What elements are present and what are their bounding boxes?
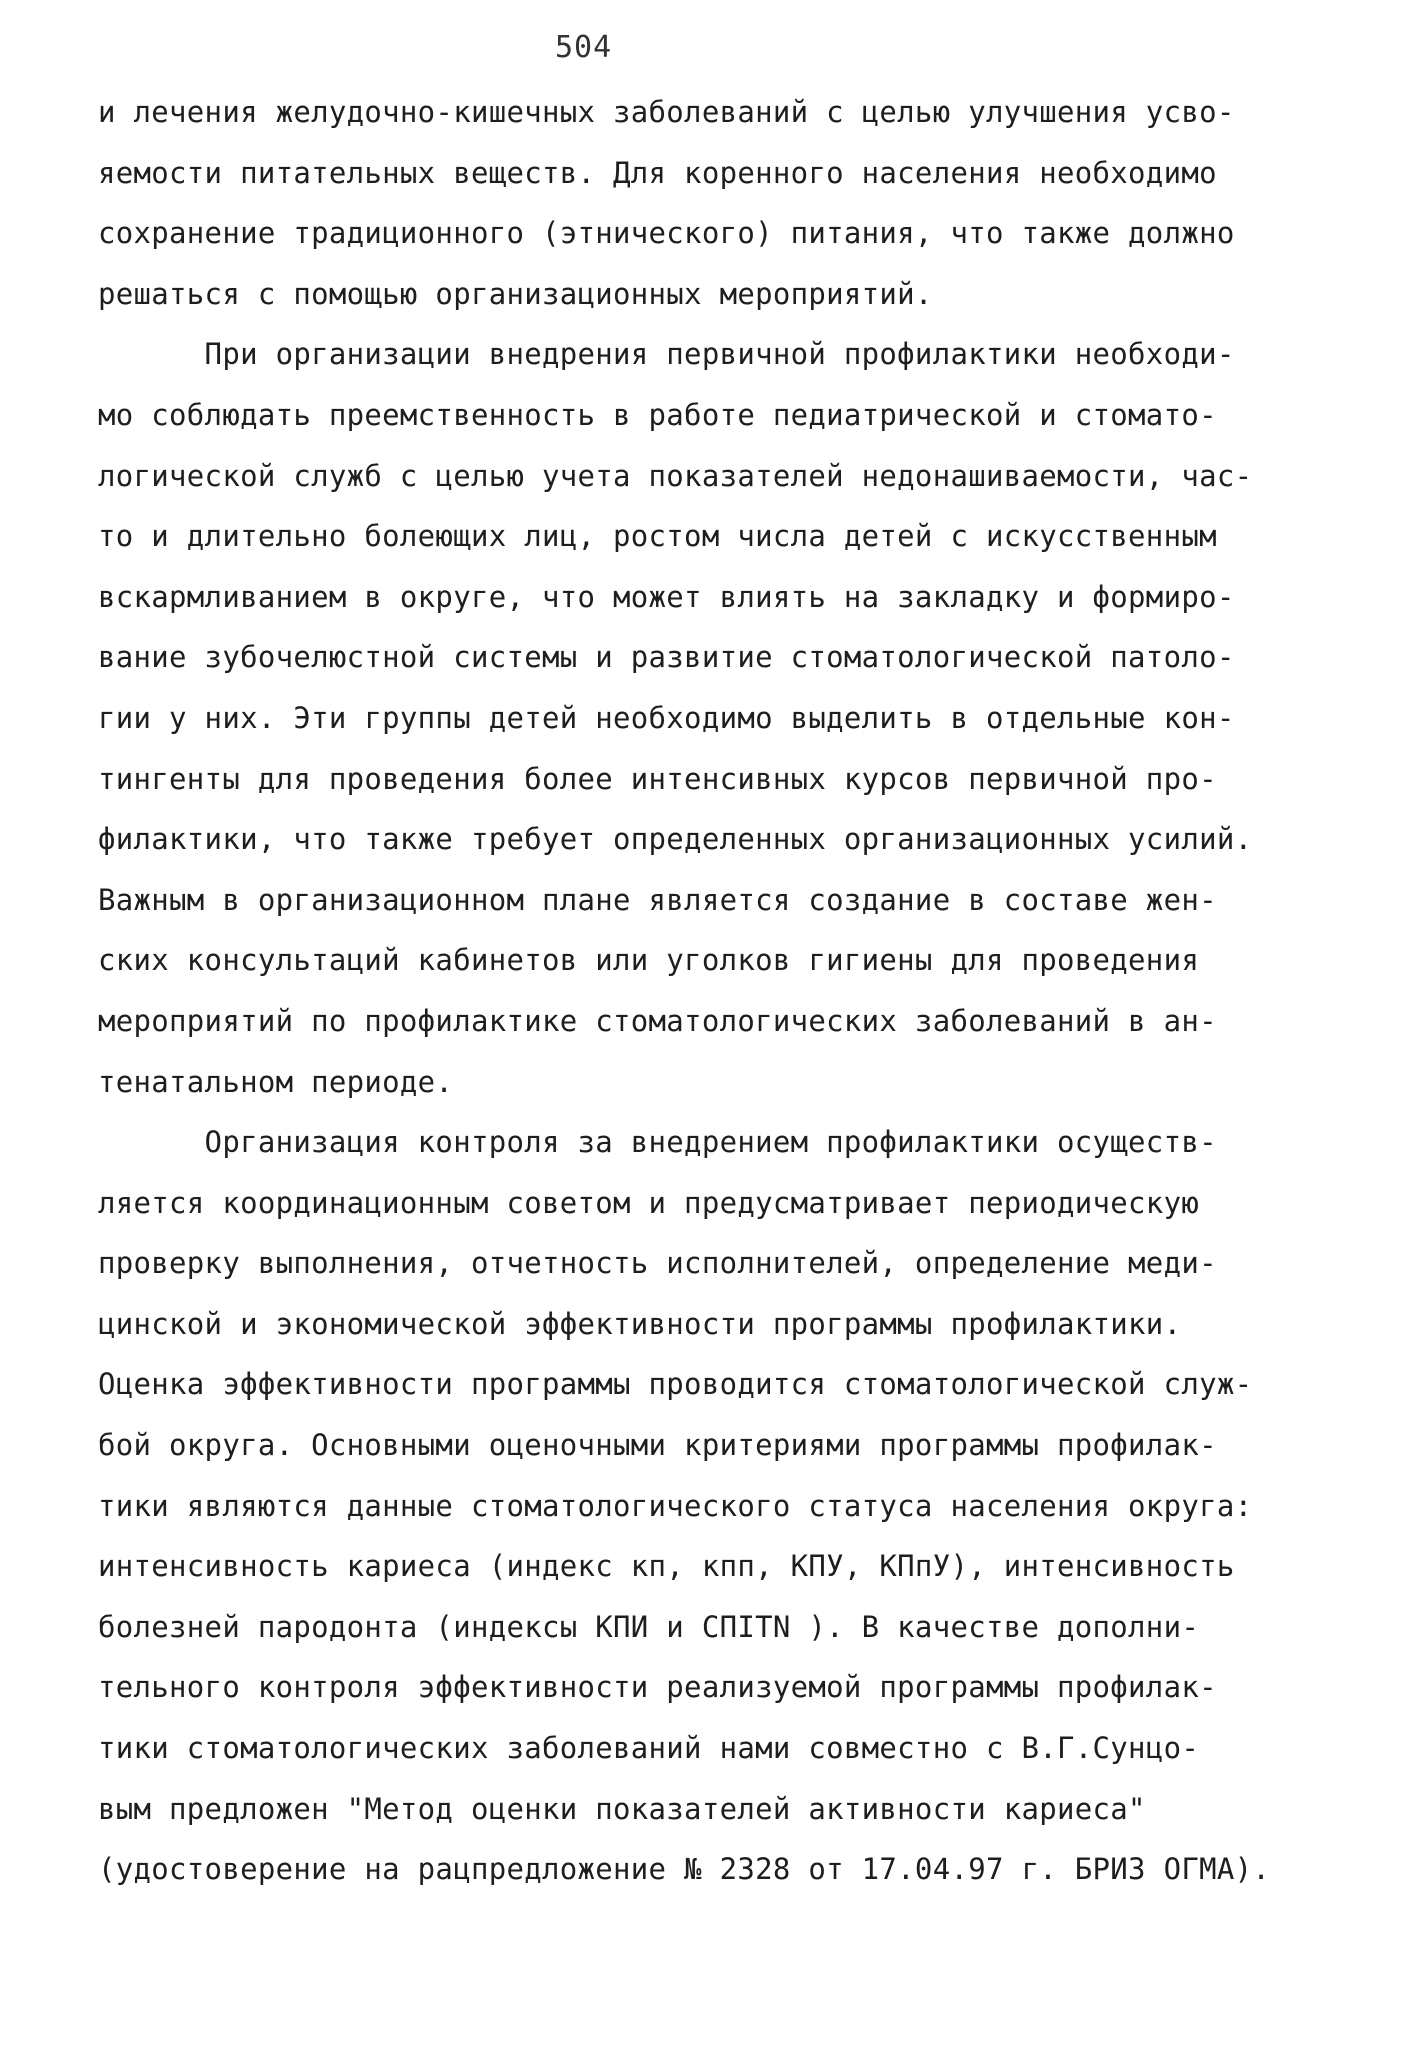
page-number: 504 (555, 30, 613, 65)
text-line: бой округа. Основными оценочными критериями программы профилак- (98, 1428, 1217, 1463)
text-line: вание зубочелюстной системы и развитие стоматологической патоло- (98, 640, 1235, 675)
text-line: гии у них. Эти группы детей необходимо выделить в отдельные кон- (98, 700, 1235, 735)
text-line: Организация контроля за внедрением профилактики осуществ- (98, 1125, 1217, 1160)
text-line: тельного контроля эффективности реализуемой программы профилак- (98, 1670, 1217, 1705)
text-line: (удостоверение на рацпредложение № 2328 от 17.04.97 г. БРИЗ ОГМА). (98, 1852, 1271, 1887)
text-line: При организации внедрения первичной профилактики необходи- (98, 337, 1235, 372)
text-line: тики стоматологических заболеваний нами совместно с В.Г.Сунцо- (98, 1731, 1200, 1766)
text-line: решаться с помощью организационных мероприятий. (98, 276, 933, 311)
text-line: логической служб с целью учета показателей недонашиваемости, час- (98, 458, 1253, 493)
text-line: тики являются данные стоматологического статуса населения округа: (98, 1488, 1253, 1523)
text-line: сохранение традиционного (этнического) питания, что также должно (98, 216, 1235, 251)
body-text (98, 82, 1338, 1900)
text-line: интенсивность кариеса (индекс кп, кпп, КПУ, КПпУ), интенсивность (98, 1549, 1235, 1584)
text-line: тенатальном периоде. (98, 1064, 454, 1099)
text-line: Важным в организационном плане является создание в составе жен- (98, 882, 1217, 917)
text-line: филактики, что также требует определенных организационных усилий. (98, 822, 1253, 857)
text-line: яемости питательных веществ. Для коренного населения необходимо (98, 155, 1217, 190)
text-line: ских консультаций кабинетов или уголков гигиены для проведения (98, 943, 1200, 978)
text-line: Оценка эффективности программы проводится стоматологической служ- (98, 1367, 1253, 1402)
text-line: цинской и экономической эффективности программы профилактики. (98, 1306, 1182, 1341)
text-line: то и длительно болеющих лиц, ростом числа детей с искусственным (98, 519, 1217, 554)
text-line: мероприятий по профилактике стоматологических заболеваний в ан- (98, 1003, 1217, 1038)
text-line: вскармливанием в округе, что может влиять на закладку и формиро- (98, 579, 1235, 614)
text-line: вым предложен "Метод оценки показателей активности кариеса" (98, 1791, 1146, 1826)
text-line: тингенты для проведения более интенсивных курсов первичной про- (98, 761, 1217, 796)
text-line: болезней пародонта (индексы КПИ и CПITN ). В качестве дополни- (98, 1609, 1200, 1644)
text-line: и лечения желудочно-кишечных заболеваний с целью улучшения усво- (98, 95, 1235, 129)
text-line: ляется координационным советом и предусматривает периодическую (98, 1185, 1200, 1220)
text-line: мо соблюдать преемственность в работе педиатрической и стомато- (98, 397, 1217, 432)
text-line: проверку выполнения, отчетность исполнителей, определение меди- (98, 1246, 1217, 1281)
